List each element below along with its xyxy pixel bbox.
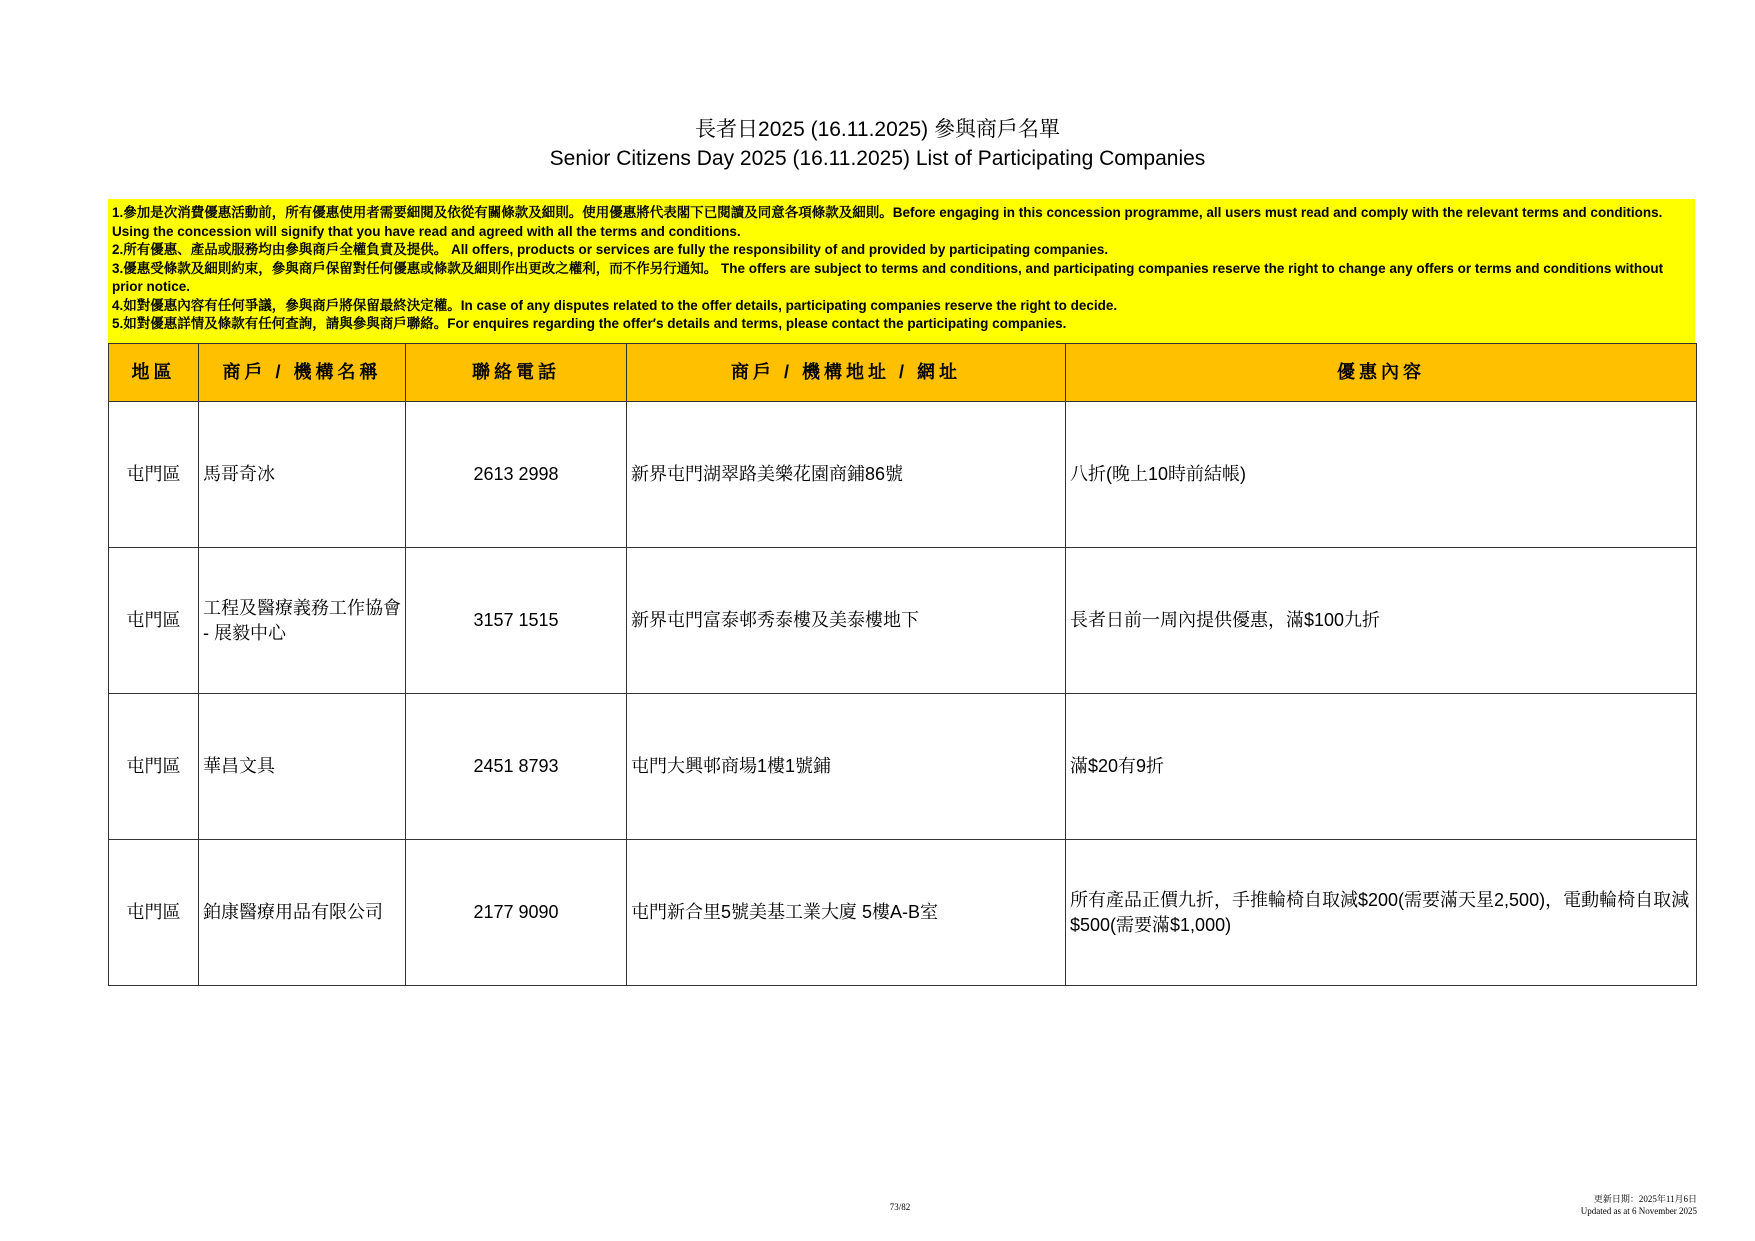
header-district: 地區 (109, 344, 199, 402)
cell-merchant-name: 工程及醫療義務工作協會 - 展毅中心 (199, 548, 406, 694)
cell-district: 屯門區 (109, 694, 199, 840)
cell-address: 新界屯門湖翠路美樂花園商鋪86號 (627, 402, 1066, 548)
cell-merchant-name: 鉑康醫療用品有限公司 (199, 840, 406, 986)
header-offer: 優惠內容 (1066, 344, 1697, 402)
cell-phone: 2451 8793 (406, 694, 627, 840)
cell-district: 屯門區 (109, 402, 199, 548)
cell-address: 屯門新合里5號美基工業大廈 5樓A-B室 (627, 840, 1066, 986)
cell-phone: 2613 2998 (406, 402, 627, 548)
notice-item-2: 2.所有優惠、產品或服務均由參與商戶全權負責及提供。 All offers, products or services are fully the responsibility of and provided by participating companies. (112, 242, 1109, 257)
notice-item-5: 5.如對優惠詳情及條款有任何查詢，請與參與商戶聯絡。For enquires regarding the offer′s details and terms, please contact the participating companies. (112, 316, 1067, 331)
header-phone: 聯絡電話 (406, 344, 627, 402)
cell-offer: 所有產品正價九折，手推輪椅自取減$200(需要滿天星2,500)，電動輪椅自取減$500(需要滿$1,000) (1066, 840, 1697, 986)
cell-merchant-name: 華昌文具 (199, 694, 406, 840)
update-date-chinese: 更新日期：2025年11月6日 (1593, 1194, 1697, 1204)
cell-offer: 八折(晚上10時前結帳) (1066, 402, 1697, 548)
update-date-english: Updated as at 6 November 2025 (1580, 1206, 1697, 1216)
cell-merchant-name: 馬哥奇冰 (199, 402, 406, 548)
cell-address: 屯門大興邨商場1樓1號鋪 (627, 694, 1066, 840)
cell-address: 新界屯門富泰邨秀泰樓及美泰樓地下 (627, 548, 1066, 694)
header-address: 商戶 / 機構地址 / 網址 (627, 344, 1066, 402)
cell-phone: 2177 9090 (406, 840, 627, 986)
table-row (109, 840, 1697, 986)
cell-offer: 長者日前一周內提供優惠，滿$100九折 (1066, 548, 1697, 694)
update-date (1581, 1193, 1697, 1217)
table-row (109, 548, 1697, 694)
cell-offer: 滿$20有9折 (1066, 694, 1697, 840)
title-chinese: 長者日2025 (16.11.2025) 參與商戶名單 (695, 118, 1060, 141)
cell-district: 屯門區 (109, 548, 199, 694)
cell-phone: 3157 1515 (406, 548, 627, 694)
title-english: Senior Citizens Day 2025 (16.11.2025) List of Participating Companies (549, 147, 1206, 170)
header-merchant-name: 商戶 / 機構名稱 (199, 344, 406, 402)
table-row (109, 694, 1697, 840)
notice-item-4: 4.如對優惠內容有任何爭議，參與商戶將保留最終決定權。In case of any disputes related to the offer details, participating companies reserve the right to decide. (112, 297, 1118, 313)
table-row (109, 402, 1697, 548)
document-title (0, 115, 1755, 173)
notice-item-3: 3.優惠受條款及細則約束，參與商戶保留對任何優惠或條款及細則作出更改之權利，而不作另行通知。 The offers are subject to terms and conditions, and participating companies reserve the right to change any offers or terms and conditions without prior notice. (112, 260, 1664, 294)
table-header-row (109, 344, 1697, 402)
notice-item-1: 1.參加是次消費優惠活動前，所有優惠使用者需要細閱及依從有關條款及細則。使用優惠將代表閣下已閱讀及同意各項條款及細則。Before engaging in this concession programme, all users must read and comply with the relevant terms and conditions. Using the concession will signify that you have read and agreed with all the terms and conditions. (112, 205, 1663, 239)
merchant-table (108, 343, 1697, 986)
page-number: 73/82 (889, 1202, 911, 1212)
cell-district: 屯門區 (109, 840, 199, 986)
terms-notice-box (108, 199, 1695, 343)
